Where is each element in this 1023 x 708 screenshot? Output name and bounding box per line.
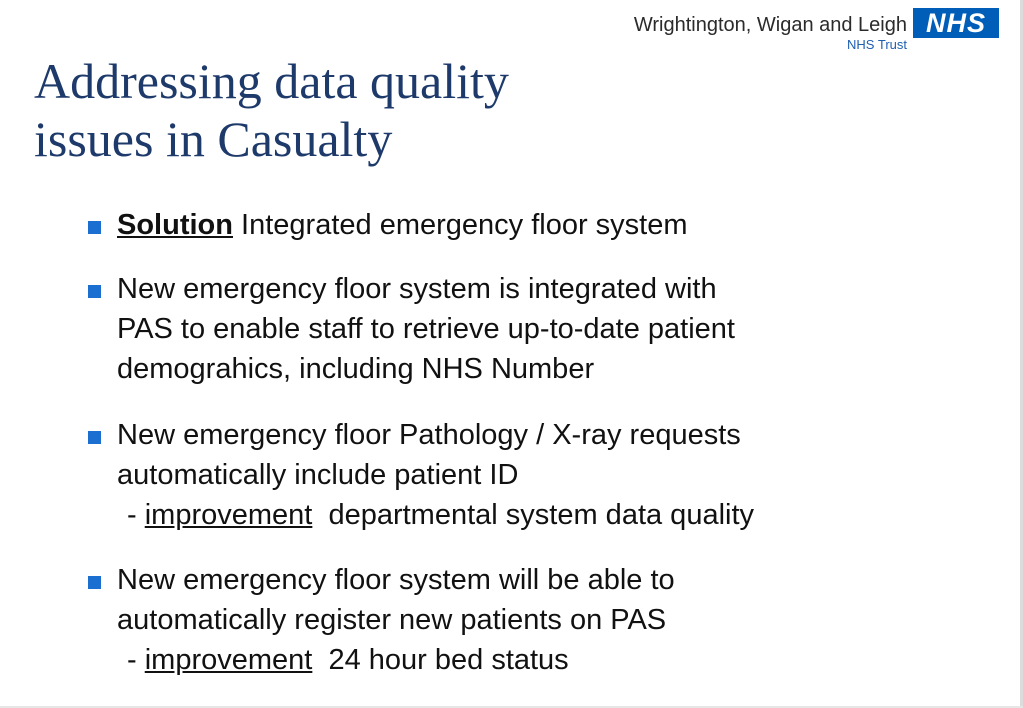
improvement-text: 24 hour bed status [312,644,569,676]
bullet-item-pathology-requests [88,415,988,535]
org-name: Wrightington, Wigan and Leigh [633,14,907,36]
improvement-label: improvement [144,499,313,531]
square-bullet-icon [88,576,101,589]
title-line-1: Addressing data quality [34,53,509,109]
bullet-line [117,205,988,245]
improvement-label: improvement [144,644,313,676]
bullet-subline [117,640,988,680]
bullet-item-register-patients [88,560,988,680]
bullet-line: automatically include patient ID [117,459,519,491]
square-bullet-icon [88,431,101,444]
org-subtitle: NHS Trust [847,37,907,52]
square-bullet-icon [88,285,101,298]
improvement-text: departmental system data quality [312,499,755,531]
bullet-item-pas-integration [88,269,988,389]
bullet-line: PAS to enable staff to retrieve up-to-date patient [117,313,735,345]
bullet-line: New emergency floor system is integrated with [117,273,717,305]
nhs-logo [913,8,999,38]
solution-text: Integrated emergency floor system [232,209,688,241]
bullet-line: automatically register new patients on PAS [117,604,667,636]
bullet-item-solution [88,205,988,245]
bullet-subline [117,495,988,535]
bullet-list [88,205,988,680]
title-line-2: issues in Casualty [34,111,393,167]
bullet-line: New emergency floor Pathology / X-ray requests [117,419,741,451]
nhs-logo-text: NHS [925,7,986,38]
sub-prefix: - [127,644,145,676]
bullet-line: demograhics, including NHS Number [117,353,595,385]
bullet-line: New emergency floor system will be able to [117,564,675,596]
square-bullet-icon [88,221,101,234]
sub-prefix: - [127,499,145,531]
slide-title [34,52,509,168]
solution-label: Solution [117,209,233,241]
